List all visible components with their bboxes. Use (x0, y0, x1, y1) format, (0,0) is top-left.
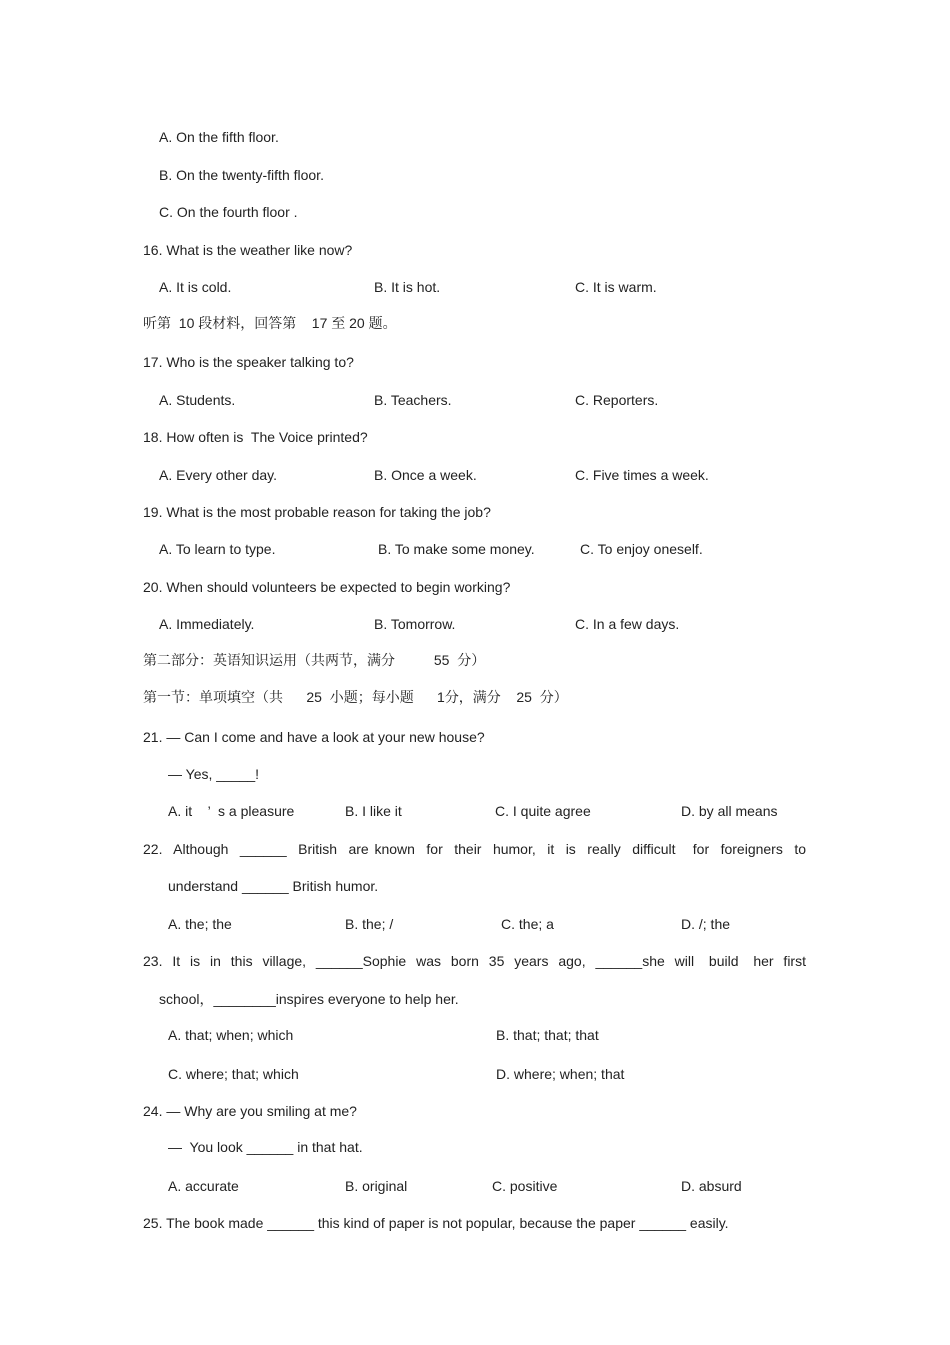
q24-option-c: C. positive (492, 1178, 558, 1194)
q18-option-c: C. Five times a week. (575, 467, 709, 483)
q23-option-b: B. that; that; that (496, 1027, 599, 1043)
q22-option-a: A. the; the (168, 916, 232, 932)
q16-option-c: C. It is warm. (575, 279, 657, 295)
q17-option-a: A. Students. (159, 392, 236, 408)
q24-line2: — You look ______ in that hat. (168, 1139, 363, 1155)
q19-option-c: C. To enjoy oneself. (580, 541, 703, 557)
q17-stem: 17. Who is the speaker talking to? (143, 354, 354, 370)
q21-line2: — Yes, _____! (168, 766, 260, 782)
q15-option-a: A. On the fifth floor. (159, 129, 279, 145)
q24-line1: 24. — Why are you smiling at me? (143, 1103, 357, 1119)
q23-option-a: A. that; when; which (168, 1027, 294, 1043)
part2-title: 第二部分：英语知识运用（共两节，满分 55 分） (143, 652, 486, 668)
q24-option-d: D. absurd (681, 1178, 742, 1194)
q21-line1: 21. — Can I come and have a look at your new house? (143, 729, 485, 745)
q18-option-b: B. Once a week. (374, 467, 477, 483)
q20-option-a: A. Immediately. (159, 616, 255, 632)
q20-stem: 20. When should volunteers be expected to begin working? (143, 579, 511, 595)
q25-line1: 25. The book made ______ this kind of paper is not popular, because the paper ______ easily. (143, 1215, 729, 1231)
listening-instruction: 听第 10 段材料，回答第 17 至 20 题。 (143, 315, 397, 331)
q16-option-a: A. It is cold. (159, 279, 232, 295)
q16-stem: 16. What is the weather like now? (143, 242, 353, 258)
q22-option-b: B. the; / (345, 916, 394, 932)
q18-stem: 18. How often is The Voice printed? (143, 429, 368, 445)
q22-line1: 22. Although ______ British are known for their humor, it is really difficult for foreigners to (143, 841, 806, 857)
q21-option-c: C. I quite agree (495, 803, 591, 819)
q17-option-c: C. Reporters. (575, 392, 659, 408)
q23-line2: school，________inspires everyone to help her. (159, 991, 459, 1007)
q23-option-d: D. where; when; that (496, 1066, 625, 1082)
section1-title: 第一节：单项填空（共 25 小题；每小题 1分，满分 25 分） (143, 689, 568, 705)
q22-option-c: C. the; a (501, 916, 554, 932)
q21-option-b: B. I like it (345, 803, 402, 819)
q20-option-c: C. In a few days. (575, 616, 680, 632)
q21-option-a: A. it ’ s a pleasure (168, 803, 295, 819)
q19-stem: 19. What is the most probable reason for taking the job? (143, 504, 491, 520)
q21-option-d: D. by all means (681, 803, 778, 819)
q24-option-a: A. accurate (168, 1178, 239, 1194)
q16-option-b: B. It is hot. (374, 279, 441, 295)
q23-option-c: C. where; that; which (168, 1066, 299, 1082)
q22-line2: understand ______ British humor. (168, 878, 379, 894)
q24-option-b: B. original (345, 1178, 408, 1194)
q17-option-b: B. Teachers. (374, 392, 452, 408)
q19-option-a: A. To learn to type. (159, 541, 276, 557)
q19-option-b: B. To make some money. (378, 541, 535, 557)
q15-option-b: B. On the twenty-fifth floor. (159, 167, 324, 183)
q18-option-a: A. Every other day. (159, 467, 278, 483)
q15-option-c: C. On the fourth floor . (159, 204, 298, 220)
q20-option-b: B. Tomorrow. (374, 616, 456, 632)
q23-line1: 23. It is in this village, ______Sophie was born 35 years ago, ______she will build her first (143, 953, 806, 969)
q22-option-d: D. /; the (681, 916, 731, 932)
